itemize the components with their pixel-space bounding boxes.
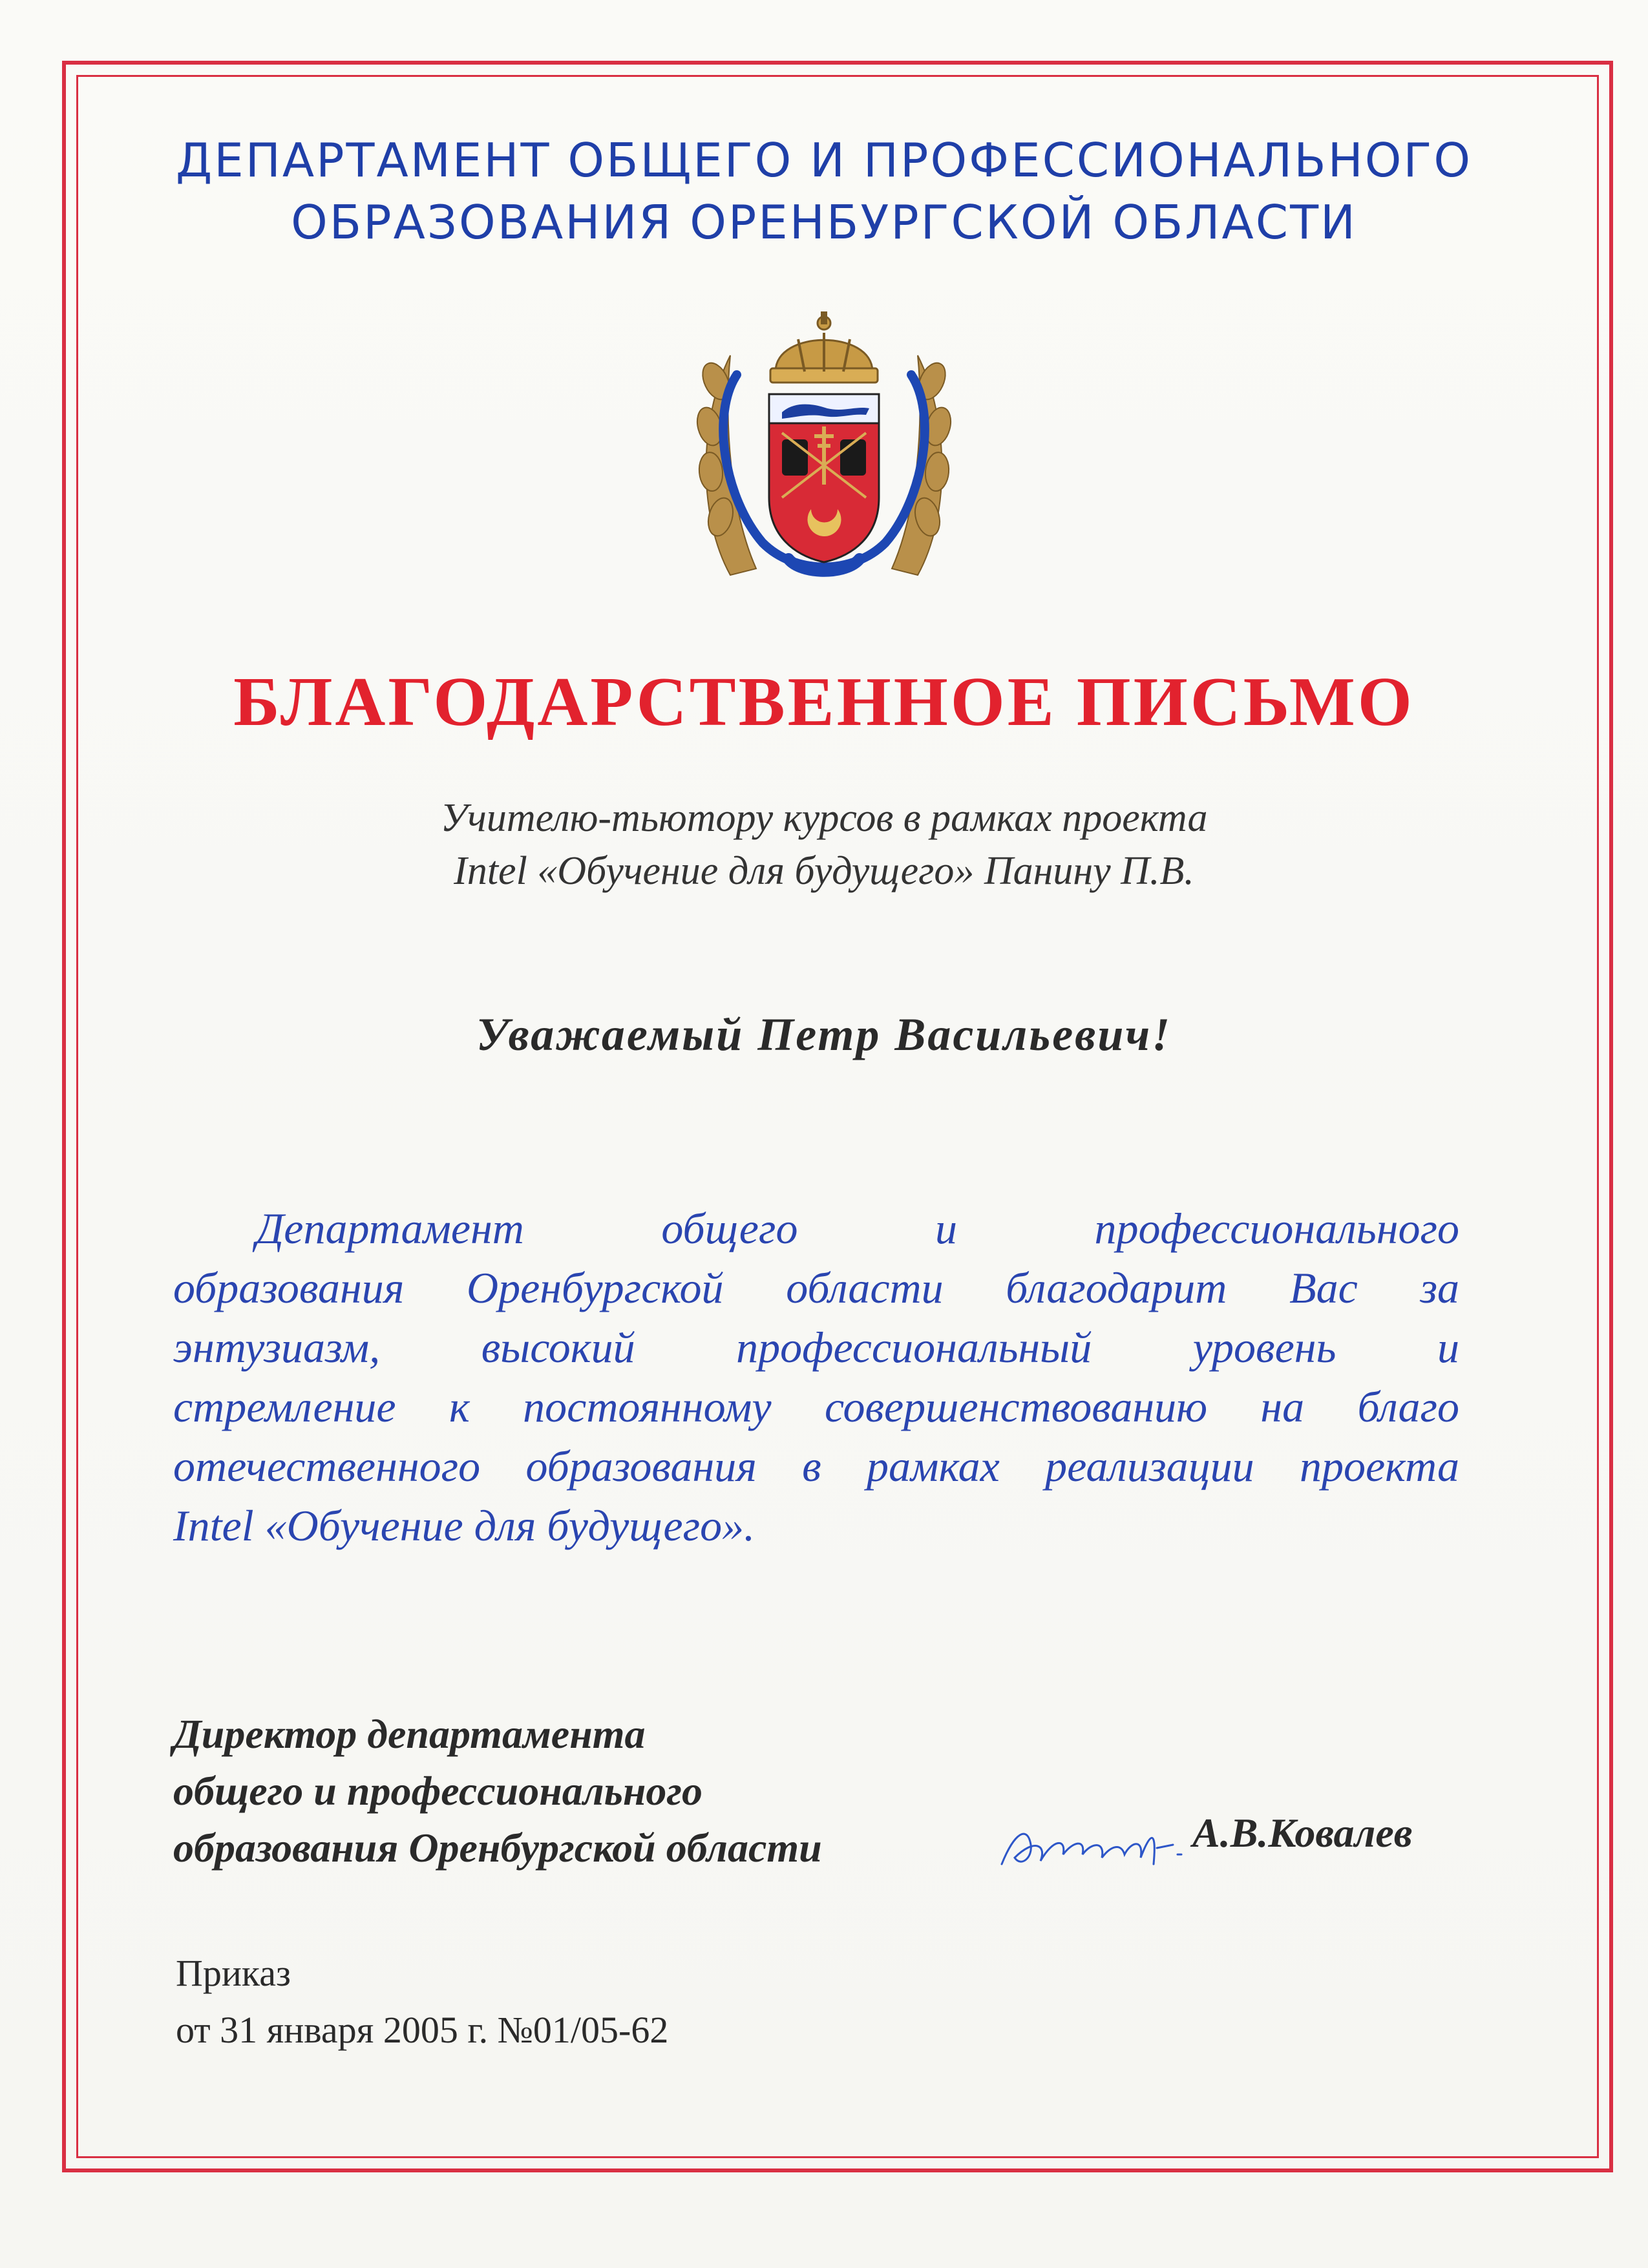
crown-icon <box>770 311 878 383</box>
body-line: Департамент общего и профессионального <box>256 1204 1459 1253</box>
order-line-1: Приказ <box>176 1952 291 1994</box>
signatory-position <box>173 1706 822 1876</box>
department-header-line-1: ДЕПАРТАМЕНТ ОБЩЕГО И ПРОФЕССИОНАЛЬНОГО <box>175 133 1473 187</box>
body-line: энтузиазм, высокий профессиональный уровень и <box>173 1323 1459 1372</box>
recipient-block <box>0 792 1648 898</box>
signatory-position-line-2: общего и профессионального <box>173 1768 703 1814</box>
signatory-name: А.В.Ковалев <box>1192 1810 1413 1856</box>
order-line-2: от 31 января 2005 г. №01/05-62 <box>176 2009 669 2051</box>
department-header <box>0 129 1648 253</box>
body-line: стремление к постоянному совершенствованию на благо <box>173 1382 1459 1431</box>
signatory-position-line-3: образования Оренбургской области <box>173 1825 822 1871</box>
department-header-line-2: ОБРАЗОВАНИЯ ОРЕНБУРГСКОЙ ОБЛАСТИ <box>291 195 1357 249</box>
order-reference <box>176 1945 668 2059</box>
signatory-position-line-1: Директор департамента <box>173 1711 646 1757</box>
body-line: отечественного образования в рамках реализации проекта <box>173 1442 1459 1491</box>
greeting: Уважаемый Петр Васильевич! <box>476 1009 1172 1060</box>
shield-icon <box>769 394 879 562</box>
recipient-line-2: Intel «Обучение для будущего» Панину П.В. <box>454 849 1194 893</box>
handwritten-signature <box>995 1819 1196 1877</box>
coat-of-arms-emblem <box>685 304 963 588</box>
body-line: образования Оренбургской области благодарит Вас за <box>173 1263 1459 1312</box>
body-line: Intel «Обучение для будущего». <box>173 1501 755 1550</box>
recipient-line-1: Учителю-тьютору курсов в рамках проекта <box>440 796 1208 840</box>
document-title: БЛАГОДАРСТВЕННОЕ ПИСЬМО <box>233 664 1415 740</box>
letter-body <box>173 1199 1459 1555</box>
